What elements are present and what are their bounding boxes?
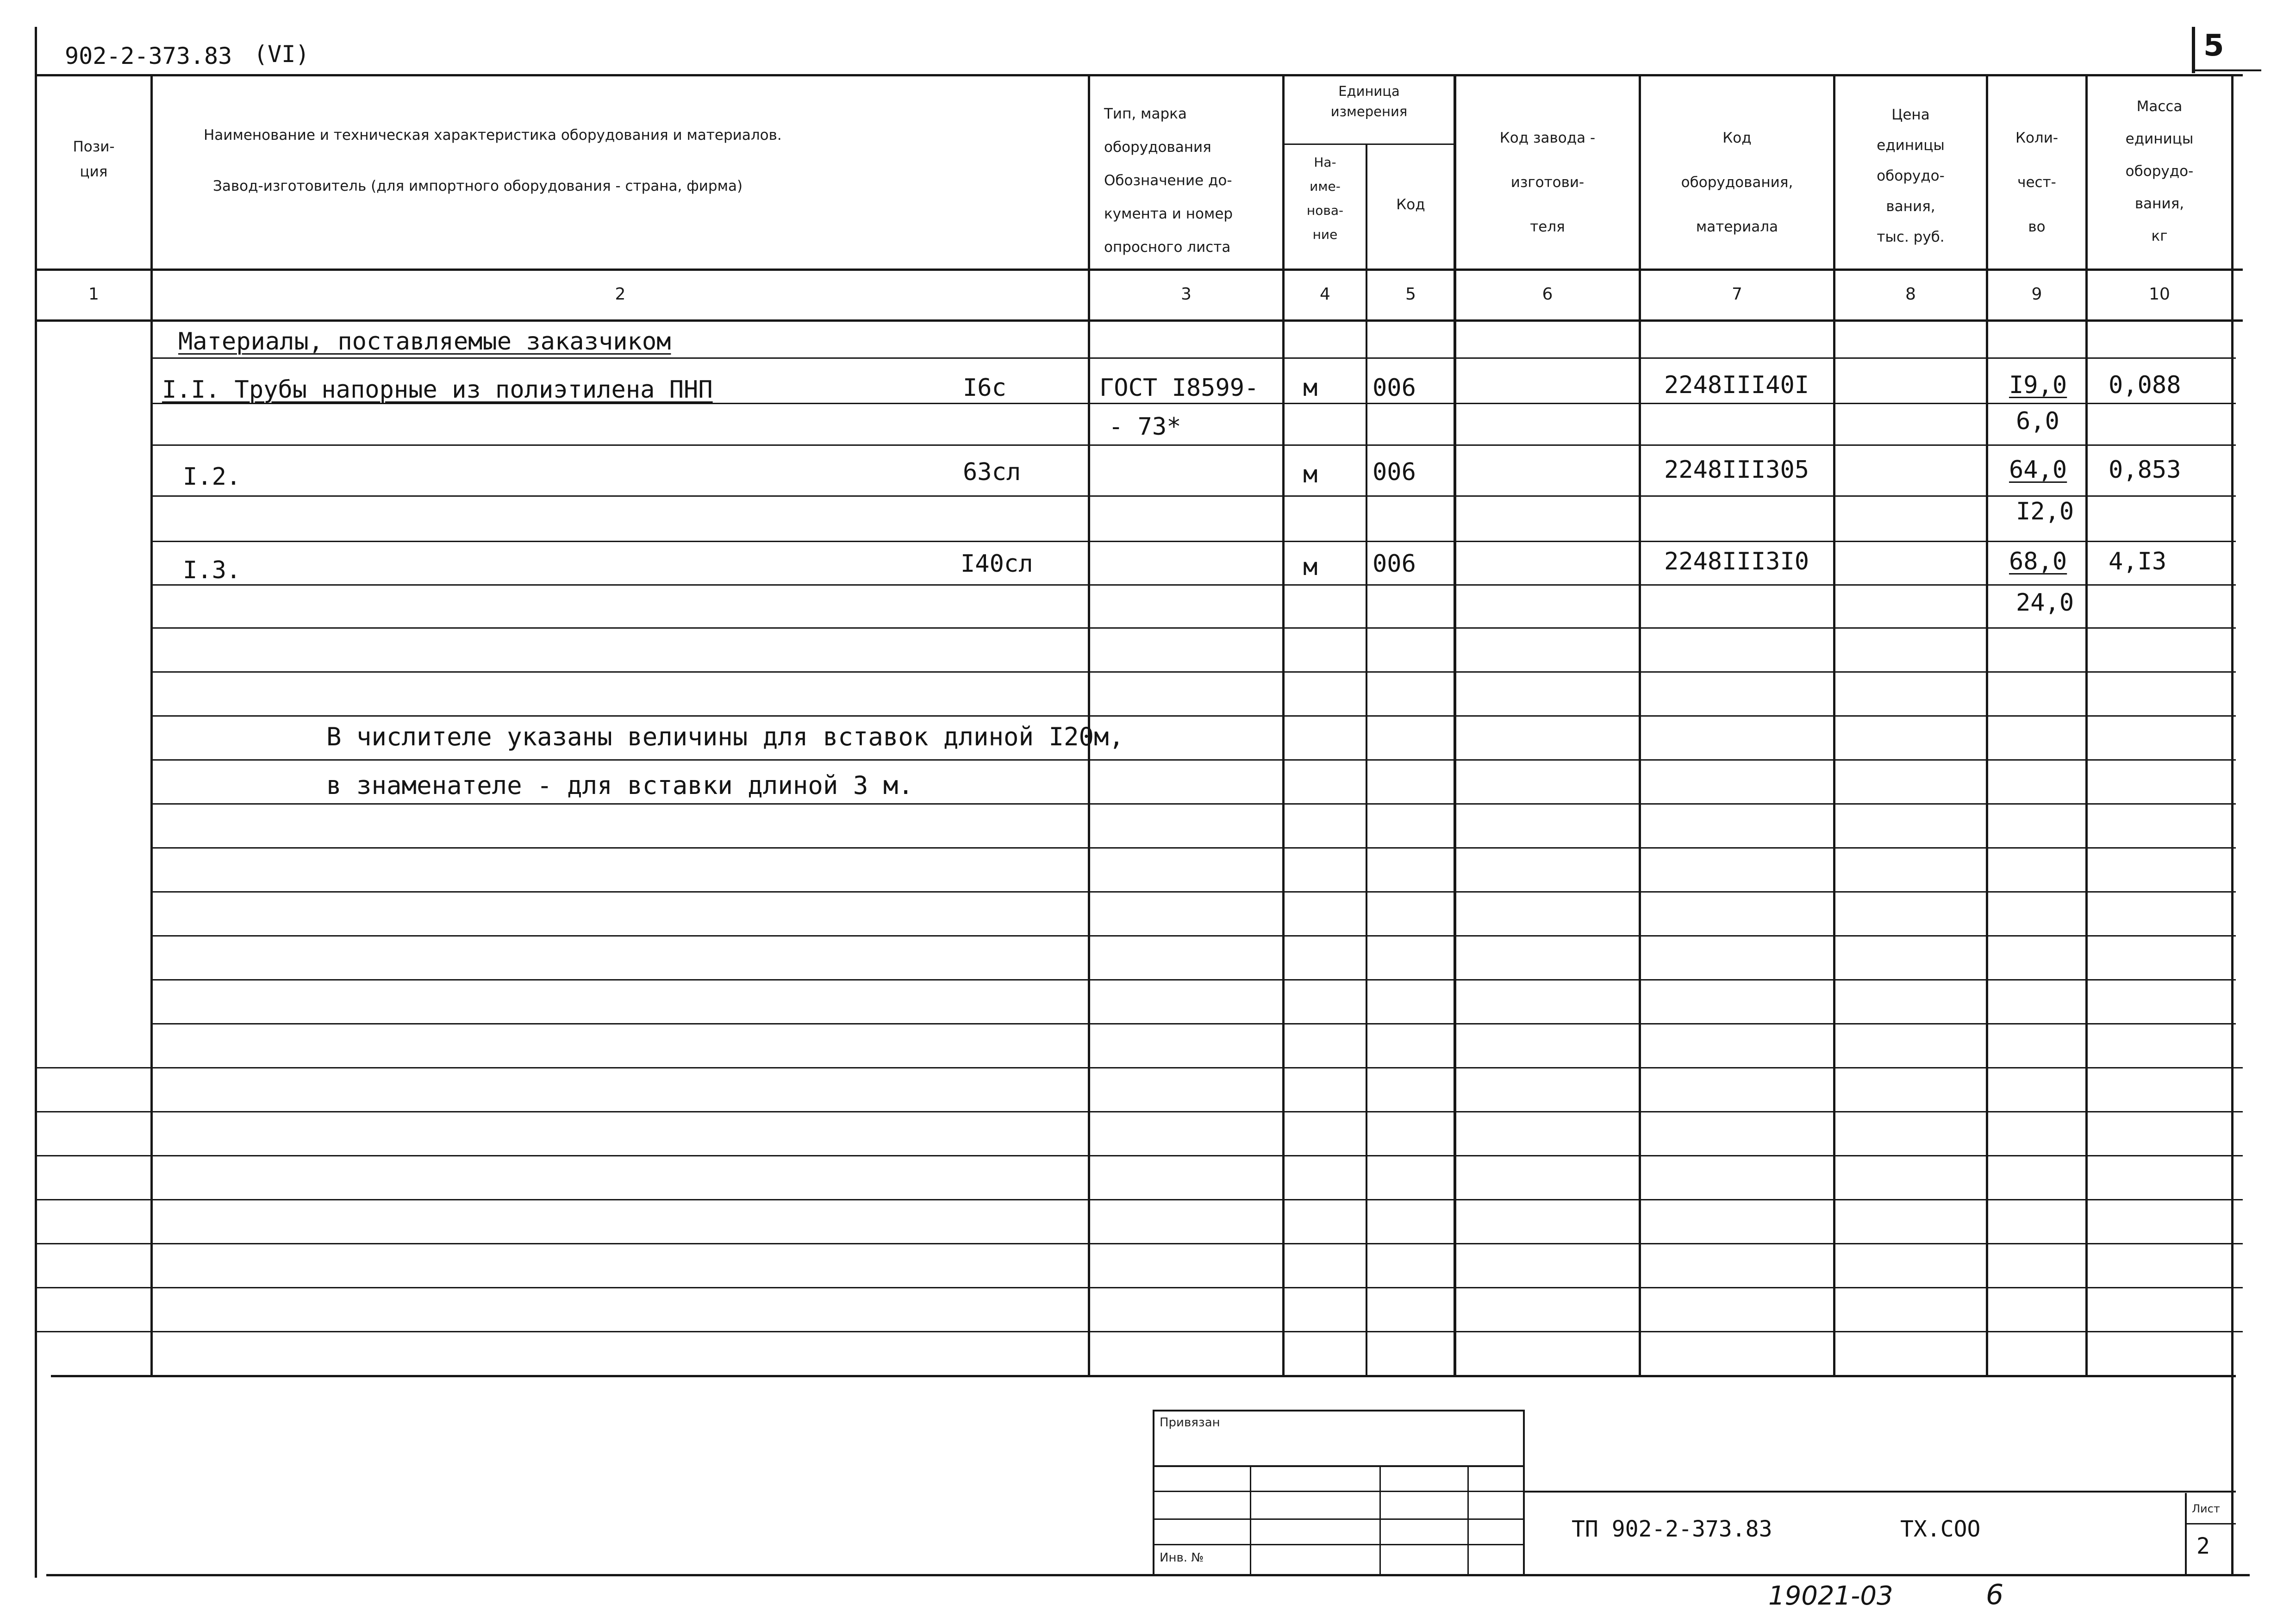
stamp-inv-no: Инв. № — [1160, 1551, 1204, 1565]
row-2-unit: м — [1303, 461, 1318, 488]
row-3-unit-code: 006 — [1373, 550, 1416, 578]
col-number: 5 — [1405, 285, 1416, 304]
col-number: 1 — [88, 285, 99, 304]
col-number: 7 — [1732, 285, 1742, 304]
album-number: (VI) — [254, 41, 310, 68]
row-2-qty-numerator: 64,0 — [2009, 456, 2067, 484]
row-1-doc: ГОСТ I8599- — [1099, 374, 1259, 402]
col-name-header-line1: Наименование и техническая характеристика оборудования и материалов. — [204, 127, 782, 144]
row-3-mass: 4,I3 — [2109, 548, 2167, 575]
footer-page: 6 — [1986, 1579, 2004, 1611]
col-number: 9 — [2031, 285, 2042, 304]
row-3-equipment-code: 2248III3I0 — [1664, 548, 1809, 575]
stamp-doc-code: ТП 902-2-373.83 — [1572, 1516, 1772, 1542]
sheet-number-top: 5 — [2203, 29, 2224, 63]
row-2-equipment-code: 2248III305 — [1664, 456, 1809, 484]
unit-group-header: Единица измерения — [1330, 83, 1408, 119]
note-line-2: в знаменателе - для вставки длиной 3 м. — [326, 771, 913, 800]
col-quantity-header: Коли- чест- во — [2015, 130, 2059, 235]
row-2-qty-denominator: I2,0 — [2016, 498, 2074, 525]
col-name-header-line2: Завод-изготовитель (для импортного оборудования - страна, фирма) — [213, 178, 743, 194]
col-number: 4 — [1320, 285, 1330, 304]
row-3-qty-numerator: 68,0 — [2009, 548, 2067, 575]
note-line-1: В числителе указаны величины для вставок длиной I20м, — [326, 722, 1124, 751]
footer-code: 19021-03 — [1768, 1581, 1893, 1611]
row-1-unit-code: 006 — [1373, 374, 1416, 402]
project-code: 902-2-373.83 — [65, 43, 232, 69]
col-number: 6 — [1542, 285, 1553, 304]
row-1-doc-cont: - 73* — [1109, 413, 1181, 441]
row-3-name: I.3. — [183, 556, 241, 584]
table-top-line — [35, 74, 2243, 76]
col-number: 2 — [615, 285, 626, 304]
row-3-qty-denominator: 24,0 — [2016, 589, 2074, 617]
row-3-size: I40сл — [961, 550, 1033, 578]
col-type-header: Тип, марка оборудования Обозначение до- кумента и номер опросного листа — [1104, 106, 1233, 256]
row-1-mass: 0,088 — [2109, 371, 2181, 399]
col-factory-code-header: Код завода - изготови- теля — [1499, 130, 1596, 235]
row-2-size: 63сл — [963, 458, 1021, 486]
section-title: Материалы, поставляемые заказчиком — [178, 328, 671, 356]
row-1-unit: м — [1303, 374, 1318, 402]
row-1-qty-numerator: I9,0 — [2009, 371, 2067, 399]
col-number: 10 — [2149, 285, 2170, 304]
col-equipment-code-header: Код оборудования, материала — [1681, 130, 1793, 235]
stamp-list-label: Лист — [2192, 1502, 2220, 1515]
row-1-size: I6с — [963, 374, 1006, 402]
row-2-unit-code: 006 — [1373, 458, 1416, 486]
header-bottom-line — [35, 269, 2243, 271]
col-unit-code-header: Код — [1396, 196, 1425, 213]
col-number: 3 — [1181, 285, 1192, 304]
col-mass-header: Масса единицы оборудо- вания, кг — [2125, 98, 2194, 244]
row-1-equipment-code: 2248III40I — [1664, 371, 1809, 399]
col-position-header: Пози- ция — [73, 138, 115, 180]
row-1-qty-denominator: 6,0 — [2016, 407, 2059, 435]
row-3-unit: м — [1303, 553, 1318, 581]
row-1-name: I.I. Трубы напорные из полиэтилена ПНП — [162, 376, 713, 404]
col-price-header: Цена единицы оборудо- вания, тыс. руб. — [1877, 106, 1945, 245]
stamp-privyazan: Привязан — [1160, 1416, 1220, 1430]
col-number: 8 — [1905, 285, 1916, 304]
row-2-mass: 0,853 — [2109, 456, 2181, 484]
col-unit-name-header: На- име- нова- ние — [1306, 155, 1344, 242]
stamp-doc-suffix: ТХ.СОО — [1900, 1516, 1981, 1542]
row-2-name: I.2. — [183, 463, 241, 491]
table-bottom-line — [46, 1574, 2250, 1576]
stamp-list-number: 2 — [2196, 1533, 2210, 1559]
